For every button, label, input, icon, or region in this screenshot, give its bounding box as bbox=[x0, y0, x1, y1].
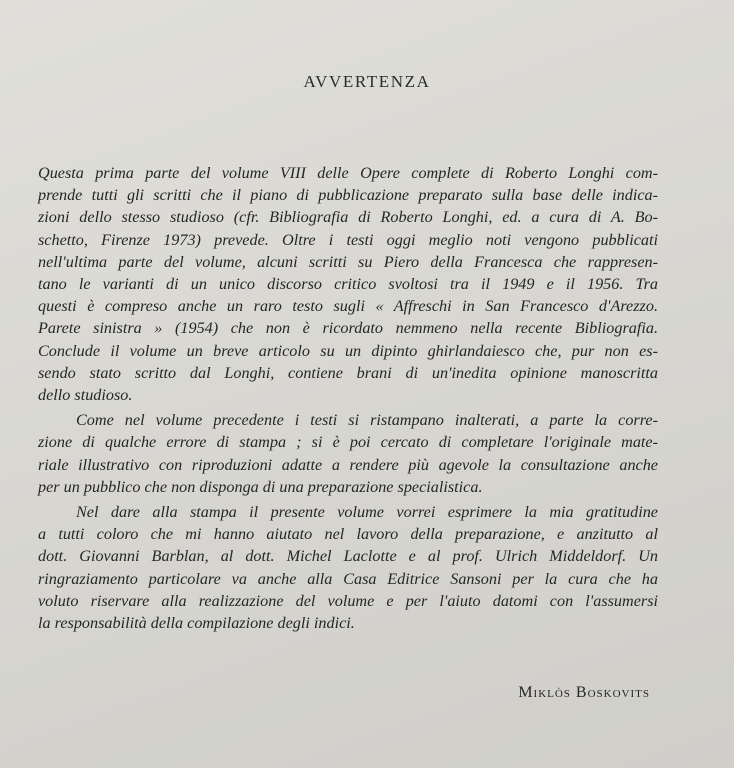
text-line: la responsabilità della compilazione degli indici. bbox=[38, 614, 355, 633]
text-line: questi è compreso anche un raro testo sugli « Affreschi in San Francesco d'Arezzo. bbox=[38, 297, 658, 316]
page-title: AVVERTENZA bbox=[303, 72, 431, 91]
text-line: zione di qualche errore di stampa ; si è poi cercato di completare l'originale mate- bbox=[38, 433, 658, 452]
paragraph-2 bbox=[38, 409, 658, 498]
text-line: zioni dello stesso studioso (cfr. Bibliografia di Roberto Longhi, ed. a cura di A. Bo- bbox=[38, 208, 658, 227]
text-line: Questa prima parte del volume VIII delle Opere complete di Roberto Longhi com- bbox=[38, 164, 658, 182]
text-line: ringraziamento particolare va anche alla Casa Editrice Sansoni per la cura che ha bbox=[38, 569, 658, 588]
text-line: nell'ultima parte del volume, alcuni scritti su Piero della Francesca che rappresen- bbox=[38, 252, 658, 271]
text-line: a tutti coloro che mi hanno aiutato nel lavoro della preparazione, e anzitutto al bbox=[38, 525, 658, 544]
text-line: Conclude il volume un breve articolo su un dipinto ghirlandaiesco che, pur non es- bbox=[38, 341, 658, 360]
text-line: per un pubblico che non disponga di una preparazione specialistica. bbox=[38, 477, 483, 496]
text-line: Parete sinistra » (1954) che non è ricordato nemmeno nella recente Bibliografia. bbox=[38, 319, 658, 338]
paragraph-3 bbox=[38, 501, 658, 634]
text-line: prende tutti gli scritti che il piano di pubblicazione preparato sulla base delle indica- bbox=[38, 186, 658, 205]
text-line: riale illustrativo con riproduzioni adatte a rendere più agevole la consultazione anche bbox=[38, 455, 658, 474]
author-signature: Miklòs Boskovits bbox=[518, 684, 650, 701]
text-line: schetto, Firenze 1973) prevede. Oltre i testi oggi meglio noti vengono pubblicati bbox=[38, 230, 658, 249]
text-line: voluto riservare alla realizzazione del volume e per l'aiuto datomi con l'assumersi bbox=[38, 591, 658, 610]
text-line: Nel dare alla stampa il presente volume vorrei esprimere la mia gratitudine bbox=[76, 503, 658, 522]
text-line: tano le varianti di un unico discorso critico svoltosi tra il 1949 e il 1956. Tra bbox=[38, 275, 658, 294]
text-line: sendo stato scritto dal Longhi, contiene brani di un'inedita opinione manoscritta bbox=[38, 363, 658, 382]
text-line: dott. Giovanni Barblan, al dott. Michel Laclotte e al prof. Ulrich Middeldorf. Un bbox=[38, 547, 658, 566]
body-text bbox=[38, 162, 658, 634]
text-line: Come nel volume precedente i testi si ristampano inalterati, a parte la corre- bbox=[76, 411, 658, 430]
text-line: dello studioso. bbox=[38, 386, 133, 405]
paragraph-1 bbox=[38, 162, 658, 406]
